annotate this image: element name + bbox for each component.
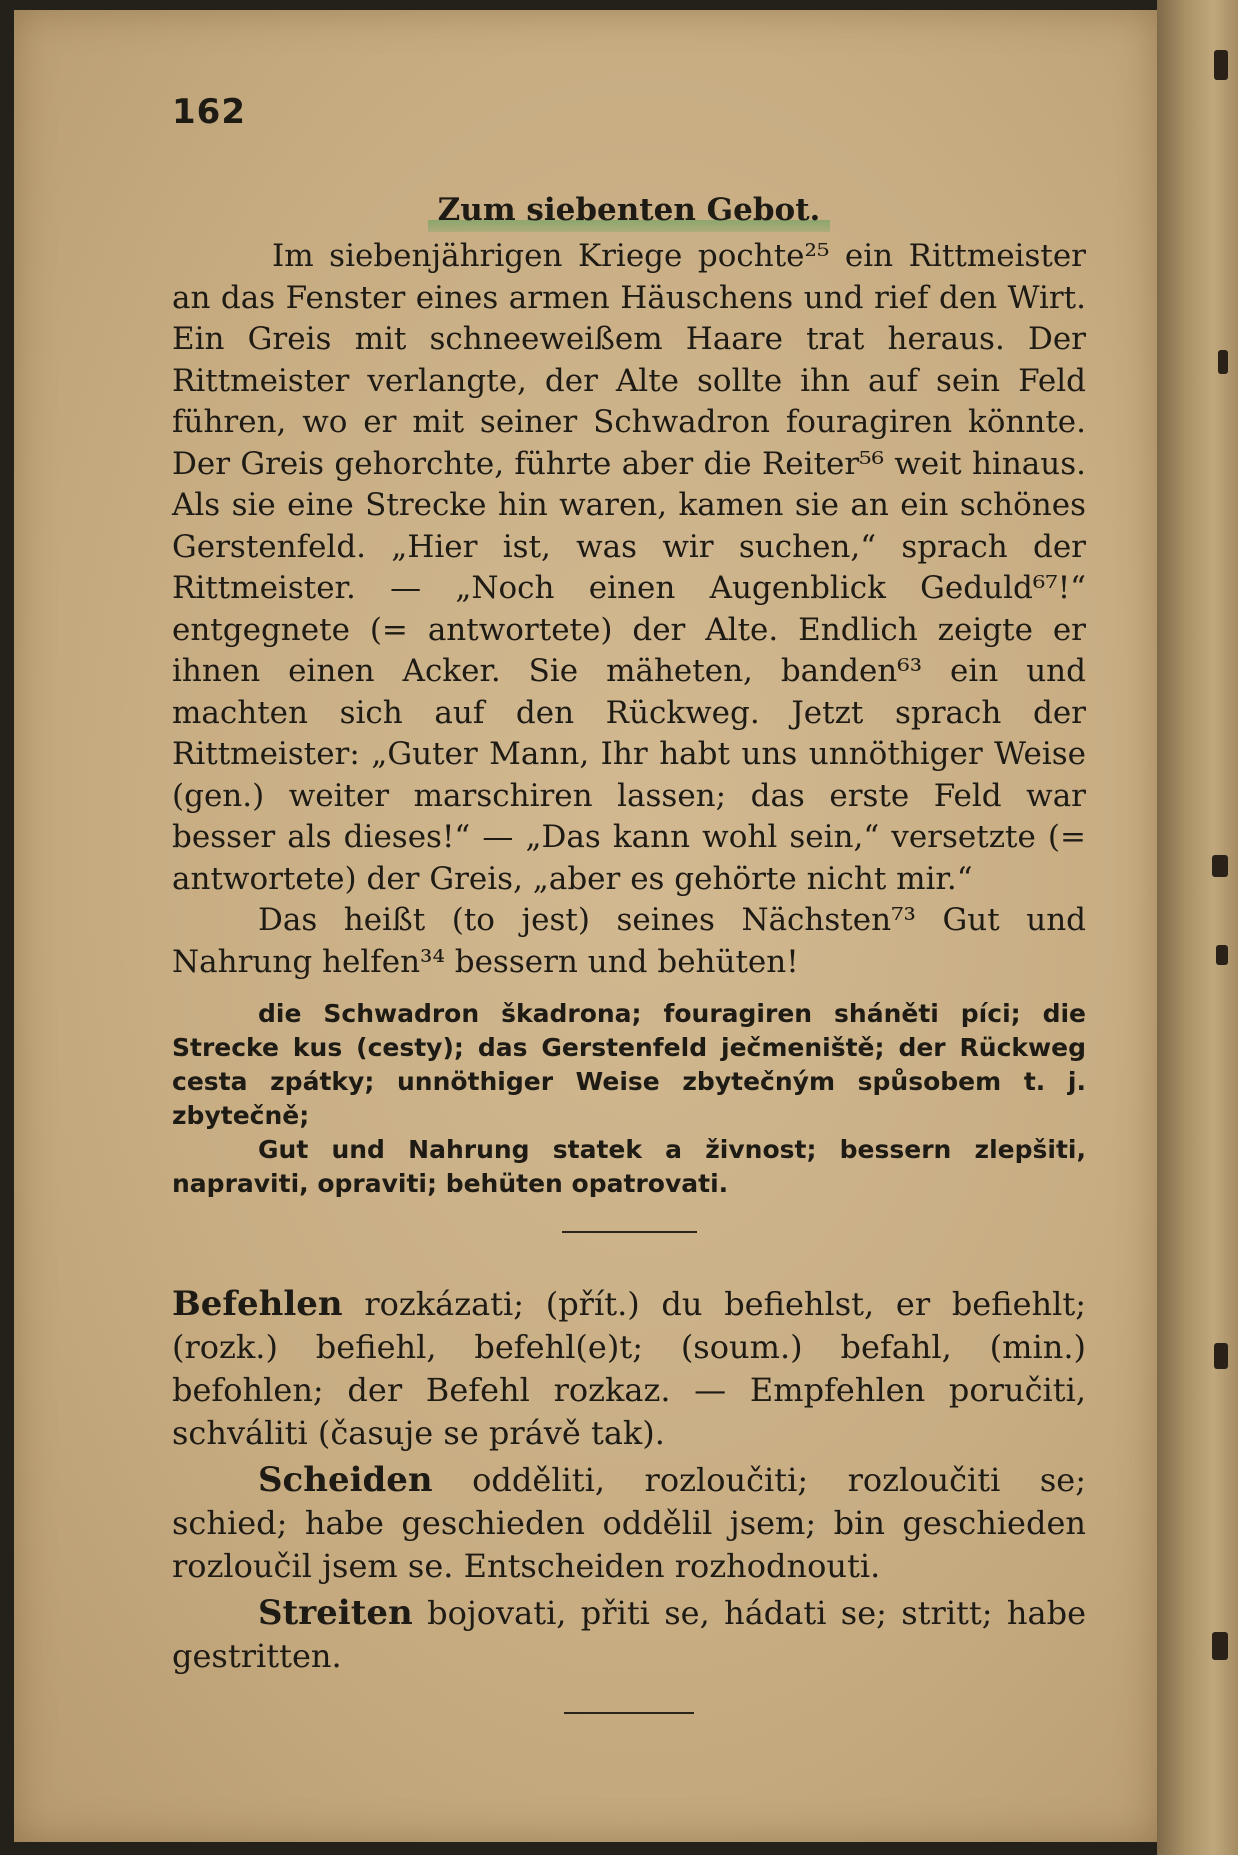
footnote-glossary: Gut und Nahrung statek a živnost; bessern zlepšiti, napraviti, opraviti; behüten opatrovati. xyxy=(172,1135,1086,1198)
page-edge-mark xyxy=(1218,350,1228,374)
vocab-entry-streiten xyxy=(172,1592,1086,1678)
story-paragraph: Im siebenjährigen Kriege pochte²⁵ ein Rittmeister an das Fenster eines armen Häuschens und rief den Wirt. Ein Greis mit schneeweißem Haare trat heraus. Der Rittmeister verlangte, der Alte sollte ihn auf sein Feld führen, wo er mit seiner Schwadron fouragiren könnte. Der Greis gehorchte, führte aber die Reiter⁵⁶ weit hinaus. Als sie eine Strecke hin waren, kamen sie an ein schönes Gerstenfeld. „Hier ist, was wir suchen,“ sprach der Rittmeister. — „Noch einen Augenblick Geduld⁶⁷!“ entgegnete (= antwortete) der Alte. Endlich zeigte er ihnen einen Acker. Sie mäheten, banden⁶³ ein und machten sich auf den Rückweg. Jetzt sprach der Rittmeister: „Guter Mann, Ihr habt uns unnöthiger Weise (gen.) weiter marschiren lassen; das erste Feld war besser als dieses!“ — „Das kann wohl sein,“ versetzte (= antwortete) der Greis, „aber es gehörte nicht mir.“ xyxy=(172,238,1086,897)
page-edge-mark xyxy=(1216,945,1228,965)
page-edge-mark xyxy=(1214,1343,1228,1369)
next-page-edge xyxy=(1157,0,1238,1855)
vocab-definition: rozkázati; (přít.) du befiehlst, er befiehlt; (rozk.) befiehl, befehl(e)t; (soum.) befahl, (min.) befohlen; der Befehl rozkaz. — Empfehlen poručiti, schváliti (časuje se právě tak). xyxy=(172,1285,1086,1452)
vocab-entry-befehlen xyxy=(172,1283,1086,1455)
vocab-entry-scheiden xyxy=(172,1459,1086,1588)
footnote-glossary: die Schwadron škadrona; fouragiren sháněti píci; die Strecke kus (cesty); das Gerstenfeld ječmeniště; der Rückweg cesta zpátky; unnöthiger Weise zbytečným spůsobem t. j. zbytečně; xyxy=(172,999,1086,1130)
page-edge-mark xyxy=(1212,1632,1228,1660)
section-divider xyxy=(564,1712,694,1714)
vocab-definition: odděliti, rozloučiti; rozloučiti se; schied; habe geschieden oddělil jsem; bin geschieden rozloučil jsem se. Entscheiden rozhodnouti. xyxy=(172,1461,1086,1585)
page-content xyxy=(172,92,1086,1714)
vocab-definition: bojovati, přiti se, hádati se; stritt; habe gestritten. xyxy=(172,1594,1086,1675)
moral-paragraph: Das heißt (to jest) seines Nächsten⁷³ Gut und Nahrung helfen³⁴ bessern und behüten! xyxy=(172,902,1086,980)
vocab-headword: Streiten xyxy=(258,1593,413,1633)
section-divider xyxy=(562,1231,697,1233)
page-edge-mark xyxy=(1214,50,1228,80)
section-title-text: Zum siebenten Gebot. xyxy=(428,192,831,232)
vocab-headword: Befehlen xyxy=(172,1284,343,1324)
page-number: 162 xyxy=(172,92,246,132)
section-title xyxy=(172,192,1086,232)
page-edge-mark xyxy=(1212,855,1228,877)
vocab-headword: Scheiden xyxy=(258,1460,433,1500)
